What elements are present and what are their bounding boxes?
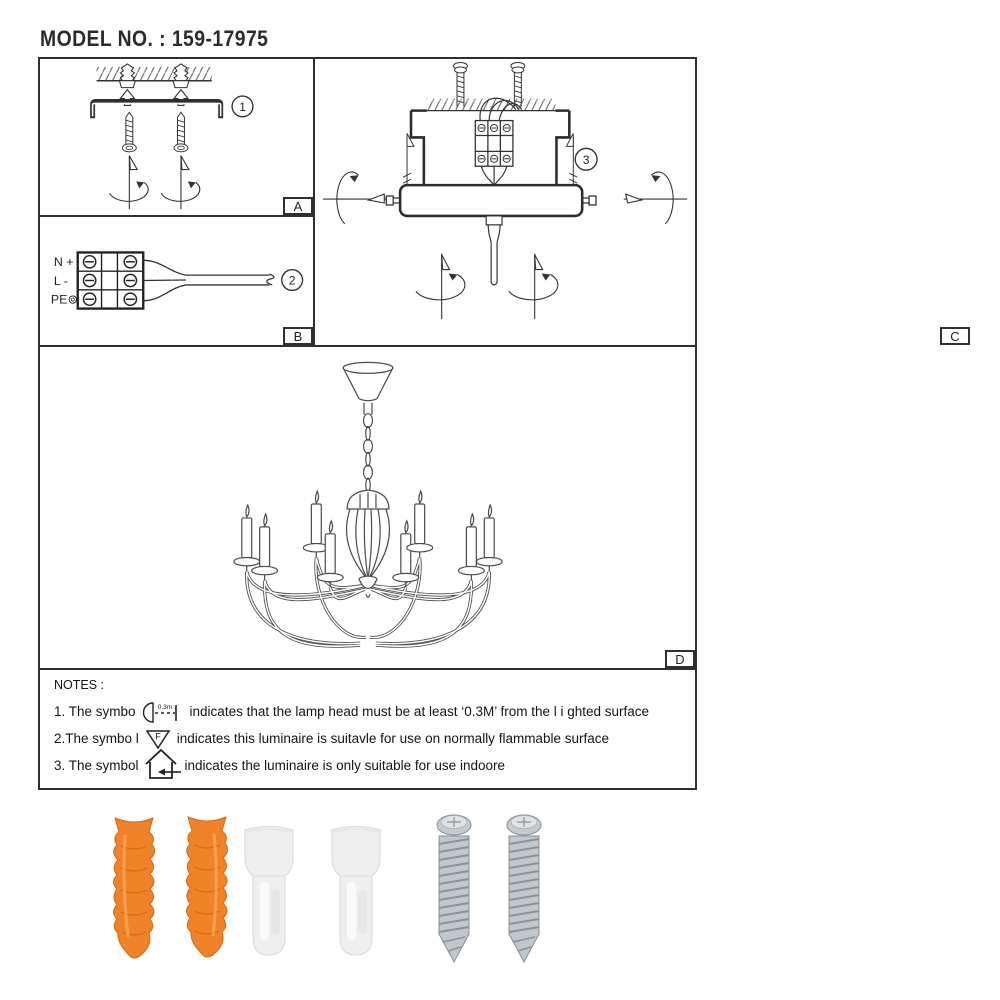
- rotate-arrow-icon: [416, 254, 465, 320]
- note-item: [54, 752, 695, 779]
- note-prefix: 1. The symbo: [54, 704, 136, 719]
- ceiling-hatch: [427, 99, 556, 111]
- candle: [458, 514, 484, 581]
- svg-text:3: 3: [582, 152, 590, 167]
- terminal-labels: [51, 255, 78, 306]
- wall-plug-photo: [103, 815, 165, 965]
- panel-d-chandelier: [40, 347, 695, 668]
- chandelier-arms-inner: [247, 558, 490, 647]
- step-2-badge: [282, 270, 303, 291]
- notes-heading: NOTES :: [54, 678, 105, 692]
- notes-section: [40, 670, 695, 788]
- screw-icon: [122, 112, 136, 151]
- diagram-frame: [38, 57, 960, 790]
- rotate-arrow-icon: [161, 156, 200, 209]
- cage-straps: [347, 509, 390, 580]
- panel-a-mounting-bracket: [40, 59, 313, 215]
- panel-d-letter: D: [675, 651, 685, 667]
- svg-text:N +: N +: [53, 255, 74, 270]
- wall-plug-photo: [176, 812, 238, 966]
- rotate-arrow-right-icon: [624, 172, 687, 224]
- svg-text:0.3m: 0.3m: [157, 703, 172, 711]
- mounting-bracket: [93, 101, 221, 118]
- note-suffix: indicates the luminaire is only suitable for use indoore: [184, 758, 505, 773]
- ceiling-hatch: [97, 67, 212, 81]
- candle: [234, 505, 260, 572]
- side-screw-right: [582, 196, 596, 205]
- terminal-block: [475, 121, 513, 167]
- mounting-screw-photo: [428, 810, 480, 968]
- panel-b-letter: B: [293, 328, 303, 344]
- min-distance-0.3m-icon: [142, 700, 184, 724]
- model-number-title: MODEL NO. : 159-17975: [40, 26, 269, 51]
- candle: [407, 491, 433, 558]
- wire-connector-cap-photo: [233, 820, 305, 960]
- wire-connector-cap-photo: [320, 820, 392, 960]
- candle: [476, 505, 502, 572]
- terminal-block: [78, 252, 144, 308]
- note-prefix: 2.The symbo l: [54, 731, 139, 746]
- step-3-badge: [575, 148, 597, 170]
- panel-c-letter: C: [950, 328, 960, 344]
- note-suffix: indicates that the lamp head must be at least ‘0.3M’ from the l i ghted surface: [189, 704, 650, 719]
- panel-c-canopy-install: [315, 59, 960, 345]
- panel-c-drawing: [315, 59, 695, 345]
- mounting-plate: [400, 185, 582, 216]
- svg-text:1: 1: [239, 99, 246, 114]
- ceiling-cup: [343, 362, 393, 414]
- screw-icon: [174, 112, 188, 151]
- candle: [252, 514, 278, 581]
- note-suffix: indicates this luminaire is suitavle for use on normally flammable surface: [176, 731, 609, 746]
- svg-text:2: 2: [288, 273, 296, 288]
- chandelier-drawing: [40, 347, 695, 668]
- panel-b-drawing: [40, 217, 313, 345]
- side-screw-left: [386, 196, 400, 205]
- hanging-chain: [364, 414, 373, 493]
- panel-a-letter: A: [293, 198, 303, 214]
- chandelier-hub: [347, 490, 389, 509]
- step-1-badge: [232, 96, 253, 117]
- note-item: [54, 698, 695, 725]
- rotate-arrow-icon: [509, 254, 558, 320]
- align-arrow-left: [403, 133, 414, 185]
- note-prefix: 3. The symbol: [54, 758, 139, 773]
- rotate-arrow-left-icon: [323, 172, 386, 224]
- mounting-screw-photo: [498, 810, 550, 968]
- panel-a-drawing: [40, 59, 313, 215]
- indoor-use-house-icon: [141, 745, 181, 781]
- panel-b-wiring: [40, 217, 313, 345]
- svg-text:PE⊚: PE⊚: [50, 292, 78, 307]
- pendant-cord: [486, 216, 502, 285]
- svg-text:L -: L -: [53, 273, 68, 288]
- panel-b-tab: [283, 327, 313, 345]
- panel-a-tab: [283, 197, 313, 215]
- rotate-arrow-icon: [109, 156, 148, 209]
- panel-d-tab: [665, 650, 695, 668]
- svg-text:F: F: [155, 731, 161, 741]
- panel-c-tab: [940, 327, 970, 345]
- cable-wires: [143, 260, 274, 300]
